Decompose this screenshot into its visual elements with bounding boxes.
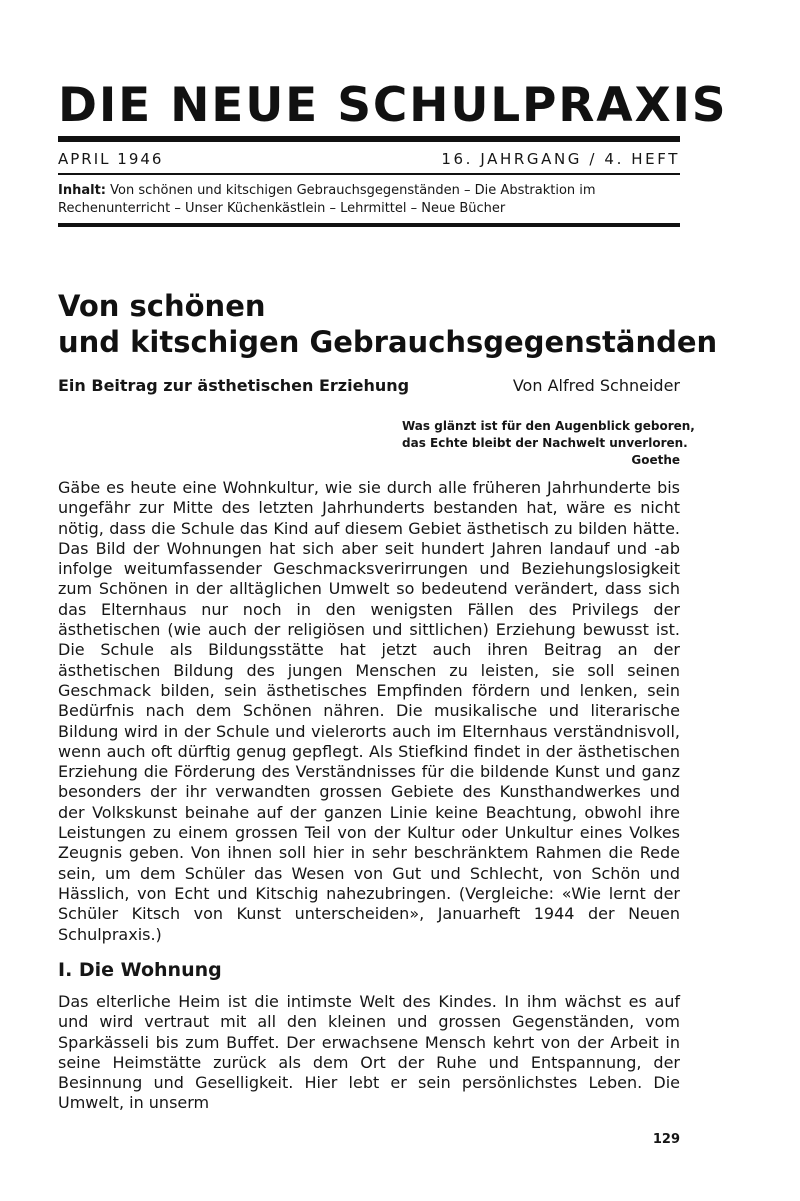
contents-text: Von schönen und kitschigen Gebrauchsgegenständen – Die Abstraktion im Rechenunterricht – Unser Küchenkästlein – Lehrmittel – Neue Bücher [58,183,596,216]
header-divider [58,173,680,175]
article-title-line-1: Von schönen [58,289,266,323]
page-number: 129 [652,1132,680,1147]
journal-title: DIE NEUE SCHULPRAXIS [58,78,728,133]
table-of-contents [58,182,680,218]
issue-number: 16. JAHRGANG / 4. HEFT [441,150,680,168]
body-paragraph: Das elterliche Heim ist die intimste Welt des Kindes. In ihm wächst es auf und wird vertraut mit all den kleinen und grossen Gegenständen, vom Sparkässeli bis zum Buffet. Der erwachsene Mensch kehrt von der Arbeit in seine Heimstätte zurück als dem Ort der Ruhe und Entspannung, der Besinnung und Geselligkeit. Hier lebt er sein persönlichstes Leben. Die Umwelt, in unserm [58,992,680,1113]
contents-rule [58,223,680,227]
issue-date: APRIL 1946 [58,150,164,168]
masthead-rule [58,136,680,142]
article-subtitle: Ein Beitrag zur ästhetischen Erziehung [58,376,410,395]
body-paragraph: Gäbe es heute eine Wohnkultur, wie sie durch alle früheren Jahrhunderte bis ungefähr zur Mitte des letzten Jahrhunderts bestanden hat, wäre es nicht nötig, dass die Schule das Kind auf diesem Gebiet ästhetisch zu bilden hätte. Das Bild der Wohnungen hat sich aber seit hundert Jahren landauf und -ab infolge weitumfassender Geschmacksverirrungen und Beziehungslosigkeit zum Schönen in der alltäglichen Umwelt so bedeutend verändert, dass sich das Elternhaus nur noch in den wenigsten Fällen des Privilegs der ästhetischen (wie auch der religiösen und sittlichen) Erziehung bewusst ist. Die Schule als Bildungsstätte hat jetzt auch ihren Beitrag an der ästhetischen Bildung des jungen Menschen zu leisten, sie soll seinen Geschmack bilden, sein ästhetisches Empfinden fördern und lenken, sein Bedürfnis nach dem Schönen nähren. Die musikalische und literarische Bildung wird in der Schule und vielerorts auch im Elternhaus verständnisvoll, wenn auch oft dürftig genug gepflegt. Als Stiefkind findet in der ästhetischen Erziehung die Förderung des Verständnisses für die bildende Kunst und ganz besonders der ihr verwandten grossen Gebiete des Kunsthandwerkes und der Volkskunst beinahe auf der ganzen Linie keine Beachtung, obwohl ihre Leistungen zu einem grossen Teil von der Kultur oder Unkultur eines Volkes Zeugnis geben. Von ihnen soll hier in sehr beschränktem Rahmen die Rede sein, um dem Schüler das Wesen von Gut und Schlecht, von Schön und Hässlich, von Echt und Kitschig nahezubringen. (Vergleiche: «Wie lernt der Schüler Kitsch von Kunst unterscheiden», Januarheft 1944 der Neuen Schulpraxis.) [58,478,680,944]
contents-label: Inhalt: [58,183,106,198]
article-title-line-2: und kitschigen Gebrauchsgegenständen [58,325,718,359]
epigraph [402,418,695,469]
article-title [58,288,718,360]
epigraph-attribution: Goethe [631,453,680,467]
article-author: Von Alfred Schneider [512,376,680,395]
epigraph-line-1: Was glänzt ist für den Augenblick geboren, [402,419,695,433]
section-heading: I. Die Wohnung [58,959,222,981]
epigraph-line-2: das Echte bleibt der Nachwelt unverloren. [402,436,688,450]
